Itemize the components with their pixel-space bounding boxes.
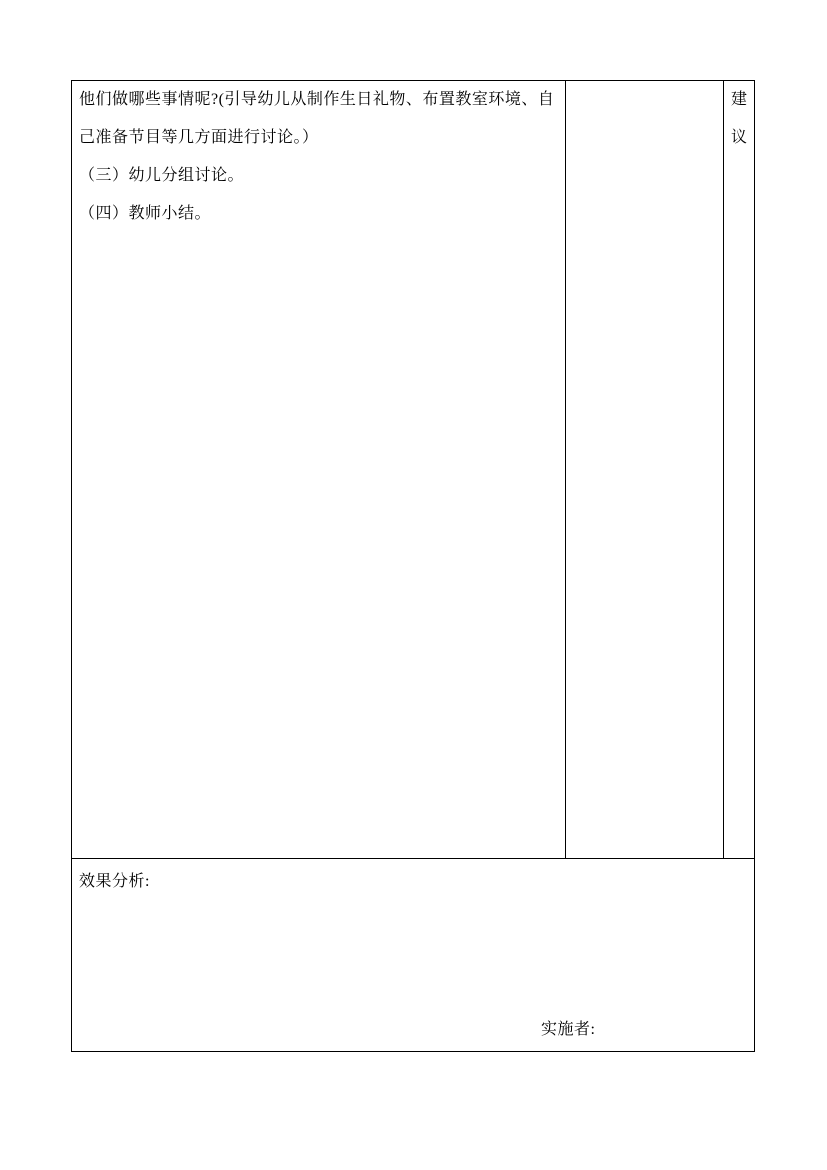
activity-paragraph-group-discussion: （三）幼儿分组讨论。 [79, 167, 245, 184]
suggestion-char-2: 议 [730, 129, 747, 146]
empty-notes-cell [566, 81, 724, 858]
activity-paragraph-discussion-guide: 他们做哪些事情呢?(引导幼儿从制作生日礼物、布置教室环境、自己准备节目等几方面进行讨论。） [79, 91, 555, 146]
lesson-plan-table [71, 80, 755, 1052]
activity-process-cell [72, 81, 566, 858]
effect-analysis-label: 效果分析: [79, 873, 150, 890]
suggestion-char-1: 建 [730, 91, 747, 108]
suggestion-header-cell [724, 81, 754, 858]
activity-paragraph-teacher-summary: （四）教师小结。 [79, 205, 212, 222]
implementer-label: 实施者: [541, 1021, 596, 1038]
table-row-activity [72, 81, 754, 859]
table-row-effect-analysis [72, 859, 754, 1051]
